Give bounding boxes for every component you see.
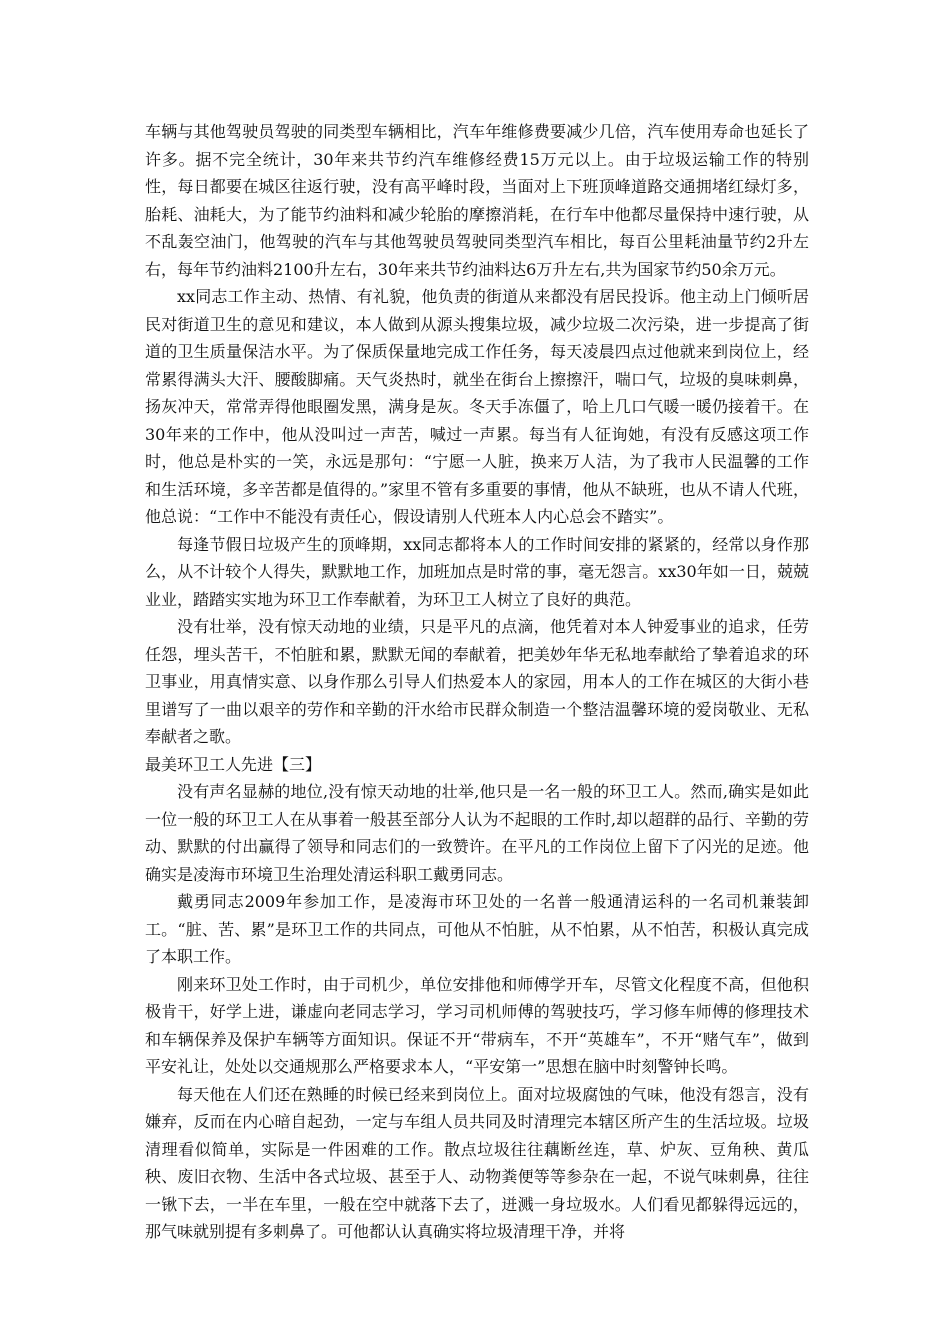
paragraph: 没有壮举，没有惊天动地的业绩，只是平凡的点滴，他凭着对本人钟爱事业的追求，任劳任怨，埋头苦干，不怕脏和累，默默无闻的奉献着，把美妙年华无私地奉献给了挚着追求的环卫事业，用真情实意、以身作那么引导人们热爱本人的家园，用本人的工作在城区的大街小巷里谱写了一曲以艰辛的劳作和辛勤的汗水给市民群众制造一个整洁温馨环境的爱岗敬业、无私奉献者之歌。: [145, 617, 809, 746]
paragraph: 戴勇同志2009年参加工作，是凌海市环卫处的一名普一般通清运科的一名司机兼装卸工。“脏、苦、累”是环卫工作的共同点，可他从不怕脏，从不怕累，从不怕苦，积极认真完成了本职工作。: [145, 892, 809, 966]
paragraph: 刚来环卫处工作时，由于司机少，单位安排他和师傅学开车，尽管文化程度不高，但他积极肯干，好学上进，谦虚向老同志学习，学习司机师傅的驾驶技巧，学习修车师傅的修理技术和车辆保养及保护车辆等方面知识。保证不开“带病车，不开“英雄车”，不开“赌气车”，做到平安礼让，处处以交通规那么严格要求本人，“平安第一”思想在脑中时刻警钟长鸣。: [145, 974, 809, 1076]
paragraph: 每天他在人们还在熟睡的时候已经来到岗位上。面对垃圾腐蚀的气味，他没有怨言，没有嫌弃，反而在内心暗自起劲，一定与车组人员共同及时清理完本辖区所产生的生活垃圾。垃圾清理看似简单，实际是一件困难的工作。散点垃圾往往藕断丝连，草、炉灰、豆角秧、黄瓜秧、废旧衣物、生活中各式垃圾、甚至于人、动物粪便等等参杂在一起，不说气味刺鼻，往往一锹下去，一半在车里，一般在空中就落下去了，迸溅一身垃圾水。人们看见都躲得远远的，那气味就别提有多刺鼻了。可他都认认真确实将垃圾清理干净，并将: [145, 1084, 809, 1241]
paragraph: 车辆与其他驾驶员驾驶的同类型车辆相比，汽车年维修费要减少几倍，汽车使用寿命也延长了许多。据不完全统计，30年来共节约汽车维修经费15万元以上。由于垃圾运输工作的特别性，每日都要在城区往返行驶，没有高平峰时段，当面对上下班顶峰道路交通拥堵红绿灯多，胎耗、油耗大，为了能节约油料和减少轮胎的摩擦消耗，在行车中他都尽量保持中速行驶，从不乱轰空油门，他驾驶的汽车与其他驾驶员驾驶同类型汽车相比，每百公里耗油量节约2升左右，每年节约油料2100升左右，30年来共节约油料达6万升左右,共为国家节约50余万元。: [145, 122, 809, 279]
document-body: [145, 118, 809, 1246]
section-heading: 最美环卫工人先进【三】: [145, 754, 322, 774]
paragraph: xx同志工作主动、热情、有礼貌，他负责的街道从来都没有居民投诉。他主动上门倾听居民对街道卫生的意见和建议，本人做到从源头搜集垃圾，减少垃圾二次污染，进一步提高了街道的卫生质量保洁水平。为了保质保量地完成工作任务，每天凌晨四点过他就来到岗位上，经常累得满头大汗、腰酸脚痛。天气炎热时，就坐在街台上擦擦汗，喘口气，垃圾的臭味刺鼻，扬灰冲天，常常弄得他眼圈发黑，满身是灰。冬天手冻僵了，哈上几口气暖一暖仍接着干。在30年来的工作中，他从没叫过一声苦，喊过一声累。每当有人征询她，有没有反感这项工作时，他总是朴实的一笑，永远是那句：“宁愿一人脏，换来万人洁，为了我市人民温馨的工作和生活环境，多辛苦都是值得的。”家里不管有多重要的事情，他从不缺班，也从不请人代班，他总说：“工作中不能没有责任心，假设请别人代班本人内心总会不踏实”。: [145, 287, 809, 526]
paragraph: 每逢节假日垃圾产生的顶峰期，xx同志都将本人的工作时间安排的紧紧的，经常以身作那么，从不计较个人得失，默默地工作，加班加点是时常的事，毫无怨言。xx30年如一日，兢兢业业，踏踏实实地为环卫工作奉献着，为环卫工人树立了良好的典范。: [145, 534, 809, 609]
paragraph: 没有声名显赫的地位,没有惊天动地的壮举,他只是一名一般的环卫工人。然而,确实是如此一位一般的环卫工人在从事着一般甚至部分人认为不起眼的工作时,却以超群的品行、辛勤的劳动、默默的付出赢得了领导和同志们的一致赞许。在平凡的工作岗位上留下了闪光的足迹。他确实是凌海市环境卫生治理处清运科职工戴勇同志。: [145, 782, 809, 884]
